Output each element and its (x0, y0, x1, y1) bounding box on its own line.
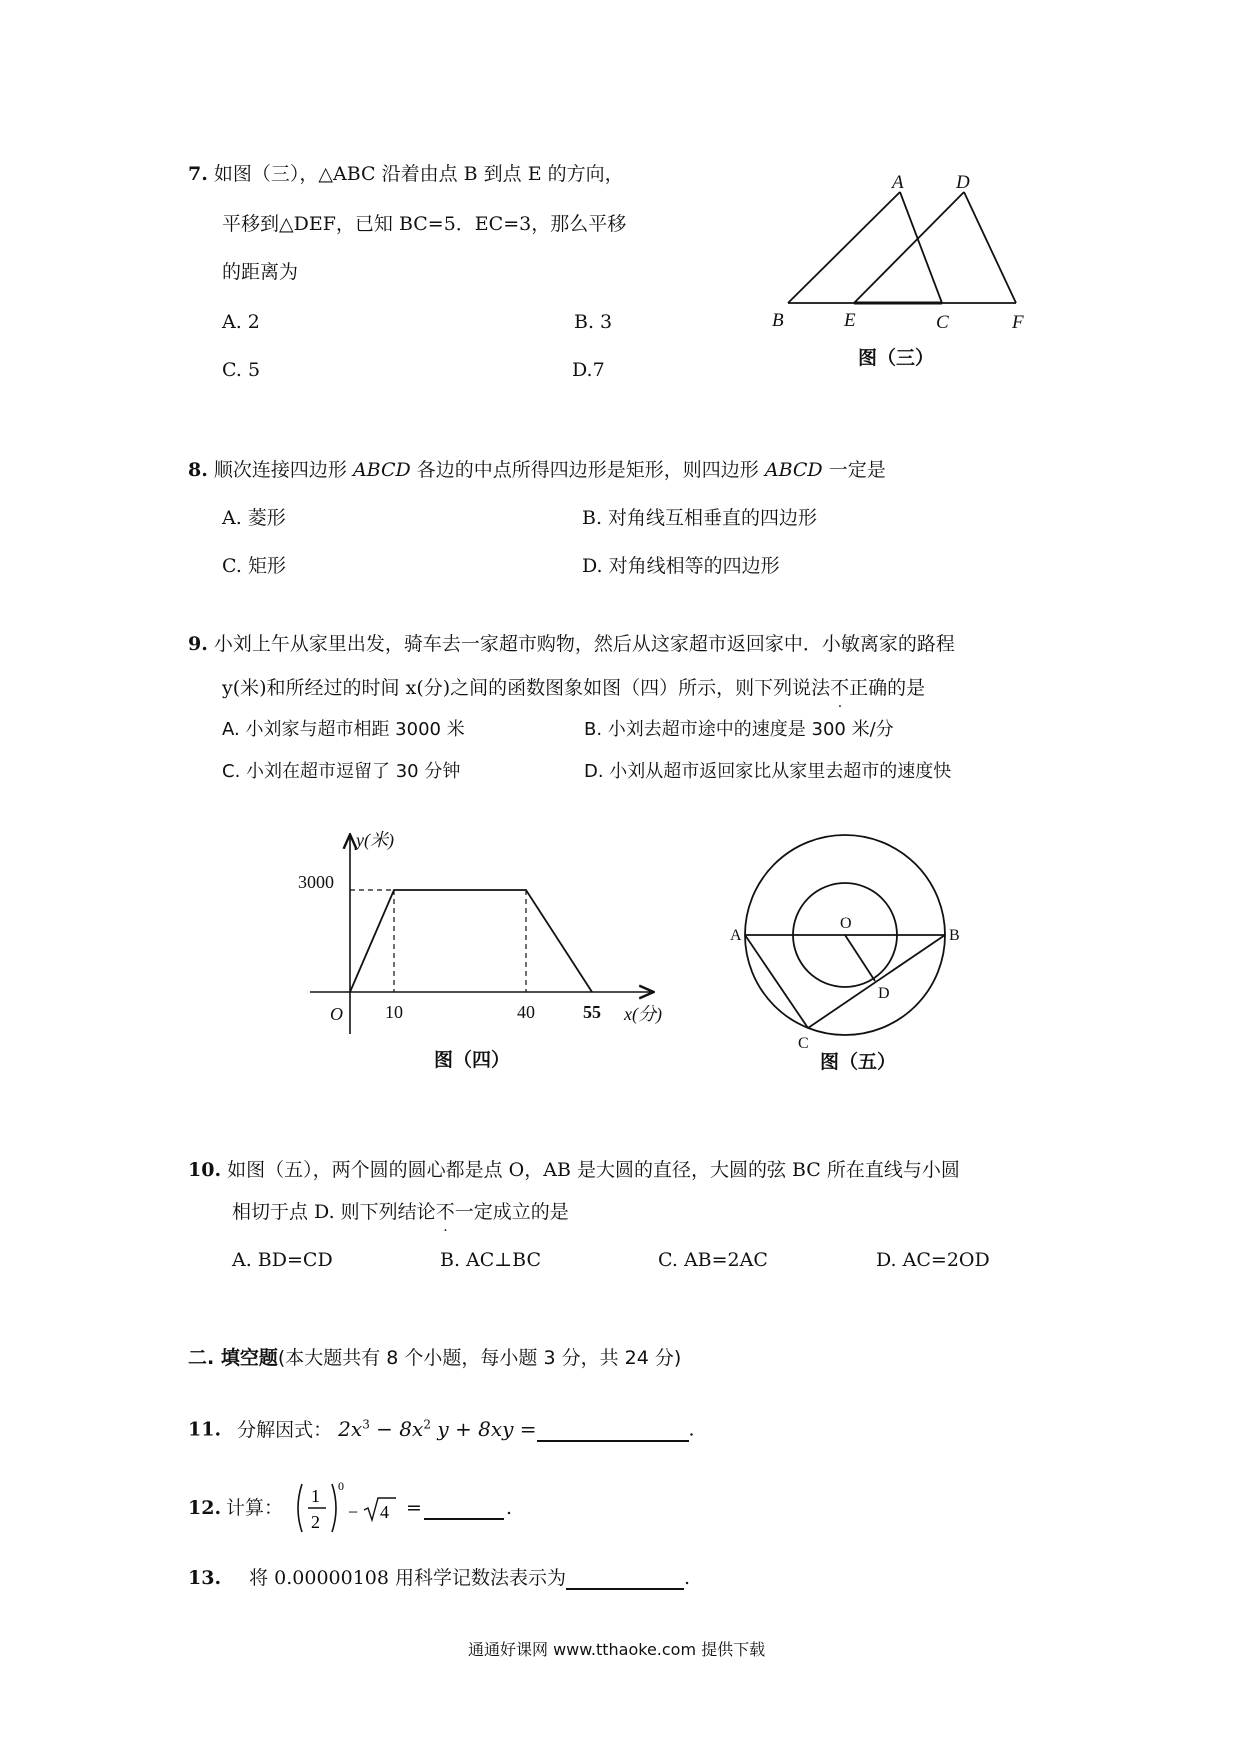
fig3-caption: 图（三） (858, 348, 935, 369)
svg-text:2: 2 (311, 1512, 320, 1532)
fig5-label-A: A (730, 927, 742, 944)
q8-abcd-2: ABCD (764, 459, 823, 481)
fig3-label-D: D (956, 172, 970, 193)
q8-number: 8. (188, 459, 208, 481)
svg-text:0: 0 (338, 1479, 344, 1493)
q9-text-2-post: 正确的是 (849, 677, 926, 699)
q10-option-b: B. AC⊥BC (440, 1249, 542, 1271)
graph4-caption: 图（四） (434, 1050, 511, 1071)
q10-line2 (232, 1200, 569, 1224)
q11-number: 11. (188, 1418, 222, 1441)
q7-number: 7. (188, 163, 208, 185)
q10-emphasis-bu: 不 (435, 1201, 455, 1223)
fig5-label-O: O (840, 915, 852, 932)
graph4-y-tick-3000: 3000 (298, 872, 334, 892)
q9-option-d: D. 小刘从超市返回家比从家里去超市的速度快 (584, 761, 952, 782)
q12-number: 12. (188, 1497, 222, 1519)
figure-3 (760, 168, 1040, 378)
fig3-label-C: C (936, 312, 949, 333)
q9-text-1: 小刘上午从家里出发，骑车去一家超市购物，然后从这家超市返回家中．小敏离家的路程 (213, 633, 955, 655)
fig5-label-B: B (949, 927, 960, 944)
q7-line3: 的距离为 (222, 261, 299, 283)
q13-period: . (684, 1567, 691, 1589)
q10-line1 (188, 1158, 960, 1182)
graph4-x-tick-55: 55 (583, 1002, 601, 1022)
fig5-label-D: D (878, 985, 890, 1002)
fig5-chord-BC (808, 935, 945, 1028)
q11-label: 分解因式： (237, 1418, 333, 1441)
graph4-x-tick-10: 10 (385, 1002, 403, 1022)
graph4-origin-label: O (330, 1004, 343, 1024)
q7-line2: 平移到△DEF，已知 BC=5．EC=3，那么平移 (222, 213, 627, 235)
q8-text-post: 一定是 (822, 459, 886, 481)
q10-text-2-pre: 相切于点 D. 则下列结论 (232, 1201, 436, 1223)
fig3-label-E: E (844, 310, 856, 331)
q11-answer-blank[interactable] (537, 1418, 689, 1442)
q8-option-a: A. 菱形 (222, 507, 286, 529)
q10-option-d: D. AC=2OD (876, 1249, 990, 1271)
q9-option-a: A. 小刘家与超市相距 3000 米 (222, 719, 465, 740)
svg-text:−: − (348, 1502, 359, 1522)
q8-text-mid: 各边的中点所得四边形是矩形，则四边形 (410, 459, 765, 481)
q7-option-b: B. 3 (574, 311, 613, 333)
q12-answer-blank[interactable] (424, 1496, 504, 1520)
svg-text:4: 4 (380, 1502, 389, 1522)
q13-answer-blank[interactable] (566, 1566, 684, 1590)
q13 (188, 1566, 690, 1590)
graph-4 (290, 824, 670, 1074)
q8-option-b: B. 对角线互相垂直的四边形 (582, 507, 818, 529)
footer-text: 通通好课网 www.tthaoke.com 提供下载 (468, 1640, 766, 1659)
q12-equals: = (406, 1497, 422, 1519)
fig5-radius-OD (845, 935, 875, 981)
q7-option-c: C. 5 (222, 359, 261, 381)
q9-line1 (188, 632, 955, 656)
q10-text-2-post: 一定成立的是 (454, 1201, 569, 1223)
fig3-label-B: B (772, 310, 784, 331)
fig3-segment-AB (788, 192, 900, 303)
q7-text-1: 如图（三），△ABC 沿着由点 B 到点 E 的方向， (213, 163, 624, 185)
q10-number: 10. (188, 1159, 222, 1181)
q7-line1 (188, 162, 624, 186)
fig3-segment-DE (854, 192, 964, 303)
section2-title: 二. 填空题 (188, 1347, 278, 1369)
graph4-x-label: x(分) (624, 1004, 662, 1024)
graph4-series-line (350, 890, 592, 992)
q9-text-2-pre: y(米)和所经过的时间 x(分)之间的函数图象如图（四）所示，则下列说法 (222, 677, 831, 699)
q12-period: . (506, 1497, 513, 1519)
q10-text-1: 如图（五），两个圆的圆心都是点 O，AB 是大圆的直径，大圆的弦 BC 所在直线与小圆 (227, 1159, 960, 1181)
q8-abcd-1: ABCD (352, 459, 411, 481)
q9-option-b: B. 小刘去超市途中的速度是 300 米/分 (584, 719, 894, 740)
fig3-segment-DF (964, 192, 1016, 303)
q7-option-d: D.7 (572, 359, 605, 381)
fig5-caption: 图（五） (820, 1052, 897, 1073)
q8-stem (188, 458, 886, 482)
q9-line2 (222, 676, 925, 700)
fig3-label-F: F (1012, 312, 1024, 333)
q11-period: . (688, 1418, 695, 1441)
q12-expression (292, 1478, 404, 1538)
section2-desc: (本大题共有 8 个小题，每小题 3 分，共 24 分) (277, 1347, 682, 1369)
graph4-y-label: y(米) (356, 830, 394, 850)
q11-expression: $2x^3 - 8x^2$ y + 8xy = (338, 1416, 537, 1441)
q8-text-pre: 顺次连接四边形 (213, 459, 353, 481)
q12-label: 计算： (226, 1497, 284, 1519)
fig5-chord-AC (745, 935, 808, 1028)
q8-option-d: D. 对角线相等的四边形 (582, 555, 780, 577)
q13-number: 13. (188, 1567, 222, 1589)
figure-5 (730, 820, 970, 1084)
q9-number: 9. (188, 633, 208, 655)
q11 (188, 1412, 695, 1442)
section2-heading (188, 1346, 681, 1370)
fig3-label-A: A (892, 172, 904, 193)
q10-option-c: C. AB=2AC (658, 1249, 768, 1271)
fig5-label-C: C (798, 1035, 809, 1052)
q8-option-c: C. 矩形 (222, 555, 286, 577)
svg-text:1: 1 (311, 1486, 320, 1506)
q10-option-a: A. BD=CD (232, 1249, 333, 1271)
q9-emphasis-bu: 不 (830, 677, 850, 699)
fig3-segment-AC (900, 192, 942, 303)
q9-option-c: C. 小刘在超市逗留了 30 分钟 (222, 761, 461, 782)
graph4-x-tick-40: 40 (517, 1002, 535, 1022)
q13-text: 将 0.00000108 用科学记数法表示为 (249, 1567, 567, 1589)
q7-option-a: A. 2 (222, 311, 260, 333)
